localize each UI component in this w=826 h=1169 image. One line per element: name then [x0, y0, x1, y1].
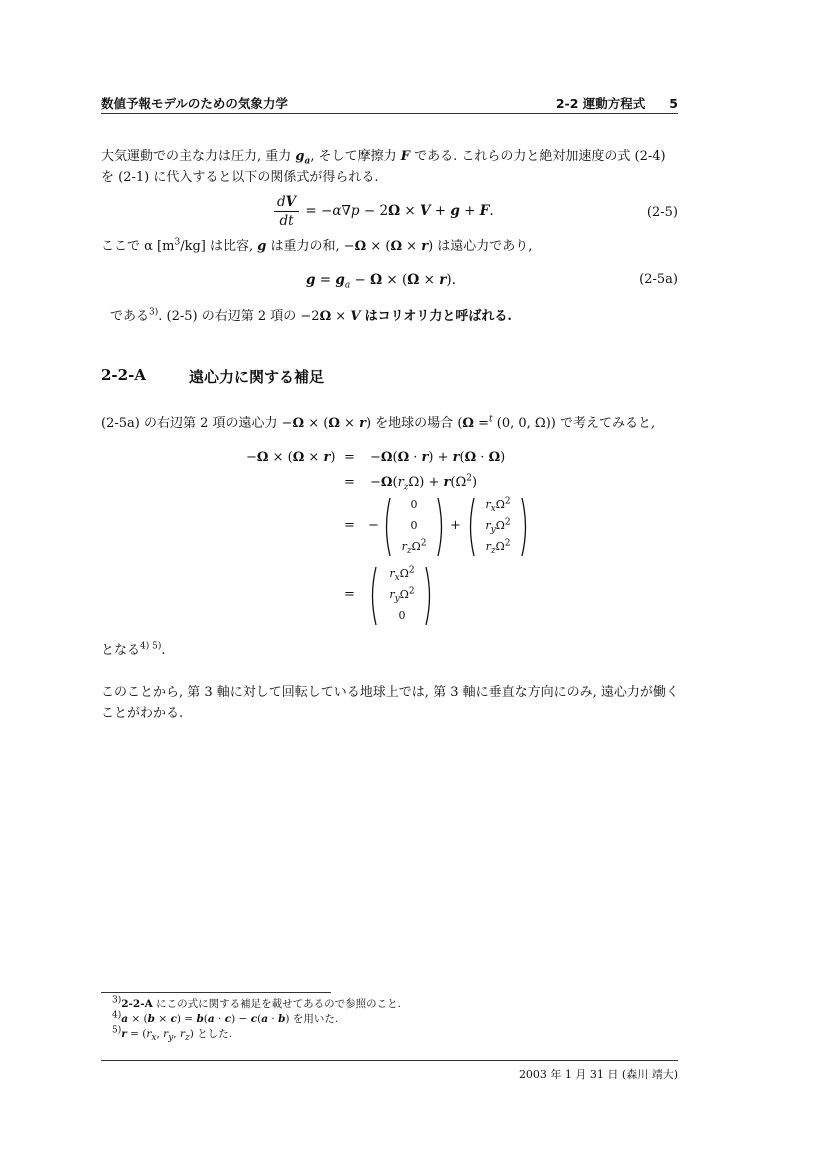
centrifugal-paragraph: (2-5a) の右辺第 2 項の遠心力 −Ω × (Ω × r) を地球の場合 (Ω =$^t$ (0, 0, Ω)) で考えてみると,	[101, 414, 656, 431]
centrifugal-text-3: で考えてみると,	[559, 416, 656, 431]
right-paren-icon	[436, 496, 446, 558]
equation-number-2-5: (2-5)	[646, 205, 678, 220]
coriolis-paragraph: である$^{3)}$. (2-5) の右辺第 2 項の −2Ω × V はコリオリ力と呼ばれる.	[110, 307, 512, 324]
footnote-4: $^{4)}$a × (b × c) = b(a · c) − c(a · b) を用いた.	[112, 1010, 339, 1025]
header-section	[556, 94, 678, 112]
centrifugal-text-2: を地球の場合	[375, 416, 454, 431]
coriolis-text-2: . (2-5) の右辺第 2 項の	[158, 309, 297, 324]
vector-b: $r_x\Omega^2$ $r_y\Omega^2$ $r_z\Omega^2$	[485, 496, 511, 557]
footnote-rule	[101, 992, 331, 993]
footnote-3: $^{3)}$2-2-A にこの式に関する補足を載せてあるので参照のこと.	[112, 995, 401, 1010]
intro-paragraph	[101, 146, 681, 188]
intro-text-3: である. これらの力と絶対加速度の式 (2-4)	[414, 149, 666, 164]
result-text: となる	[101, 643, 141, 658]
section-title: 遠心力に関する補足	[189, 368, 325, 386]
minus-sign: −	[368, 518, 379, 533]
left-paren-icon	[368, 565, 378, 627]
where-text-1: ここで α [m	[101, 239, 175, 254]
intro-line-2: を (2-1) に代入すると以下の関係式が得られる.	[101, 170, 379, 185]
plus-sign: +	[450, 518, 461, 533]
left-paren-icon	[382, 496, 392, 558]
conclusion-line-2: ことがわかる.	[101, 706, 184, 721]
vector-result: $r_x\Omega^2$ $r_y\Omega^2$ 0	[389, 565, 415, 622]
equation-number-2-5a: (2-5a)	[639, 272, 678, 287]
conclusion-line-1: このことから, 第 3 軸に対して回転している地球上では, 第 3 軸に垂直な方向にのみ, 遠心力が働く	[101, 685, 679, 700]
footer-rule	[101, 1060, 678, 1061]
header-rule	[101, 113, 678, 114]
intro-text-1: 大気運動での主な力は圧力, 重力	[101, 149, 292, 164]
intro-text-2: , そして摩擦力	[310, 149, 397, 164]
section-number: 2-2-A	[101, 366, 146, 384]
right-paren-icon	[520, 496, 530, 558]
running-header	[101, 94, 678, 112]
coriolis-text-3: はコリオリ力と呼ばれる.	[364, 309, 512, 324]
math-g-a: $g_a$	[295, 149, 311, 167]
header-section-label: 2-2 運動方程式	[555, 96, 646, 111]
where-text-4: は遠心力であり,	[437, 239, 533, 254]
where-text-2: /kg] は比容,	[180, 239, 254, 254]
centrifugal-text-1: (2-5a) の右辺第 2 項の遠心力	[101, 416, 278, 431]
equals-sign-3: =	[344, 518, 355, 533]
section-heading	[101, 366, 325, 386]
footnote-ref-3: 3)	[149, 307, 159, 318]
header-title: 数値予報モデルのための気象力学	[101, 96, 288, 111]
where-text-3: は重力の和,	[270, 239, 340, 254]
derivation-line-1: −Ω(Ω · r) + r(Ω · Ω)	[370, 450, 506, 465]
equals-sign-4: =	[344, 587, 355, 602]
coriolis-text-1: である	[110, 309, 150, 324]
math-F: F	[400, 149, 410, 164]
equation-2-5: $\frac{dV}{dt}$ = −α∇p − 2Ω × V + g + F.	[272, 194, 494, 229]
where-paragraph: ここで α $[m^3/kg]$ は比容, g は重力の和, −Ω × (Ω × r) は遠心力であり,	[101, 237, 533, 254]
derivation-line-2: $-\Omega(r_z\Omega) + r(\Omega^2)$	[370, 473, 478, 493]
left-paren-icon	[466, 496, 476, 558]
derivation-lhs: −Ω × (Ω × r)	[246, 450, 336, 465]
right-paren-icon	[424, 565, 434, 627]
result-paragraph	[101, 640, 681, 661]
footer-date: 2003 年 1 月 31 日 (森川 靖大)	[518, 1068, 678, 1081]
footnote-5: $^{5)}r = (r_x$, $r_y$, $r_z$) とした.	[112, 1025, 233, 1044]
footnote-ref-4-5: 4) 5)	[140, 641, 162, 652]
result-end: .	[161, 643, 166, 658]
equals-sign-1: =	[344, 450, 355, 465]
equals-sign-2: =	[344, 475, 355, 490]
page-number: 5	[669, 96, 678, 111]
vector-a: 0 0 $r_z\Omega^2$	[401, 498, 427, 557]
conclusion-paragraph	[101, 682, 691, 724]
equation-2-5a: $g = g_a - \Omega \times (\Omega \times r)$.	[306, 272, 456, 291]
fraction-dV-dt: $\frac{dV}{dt}$	[274, 194, 299, 229]
